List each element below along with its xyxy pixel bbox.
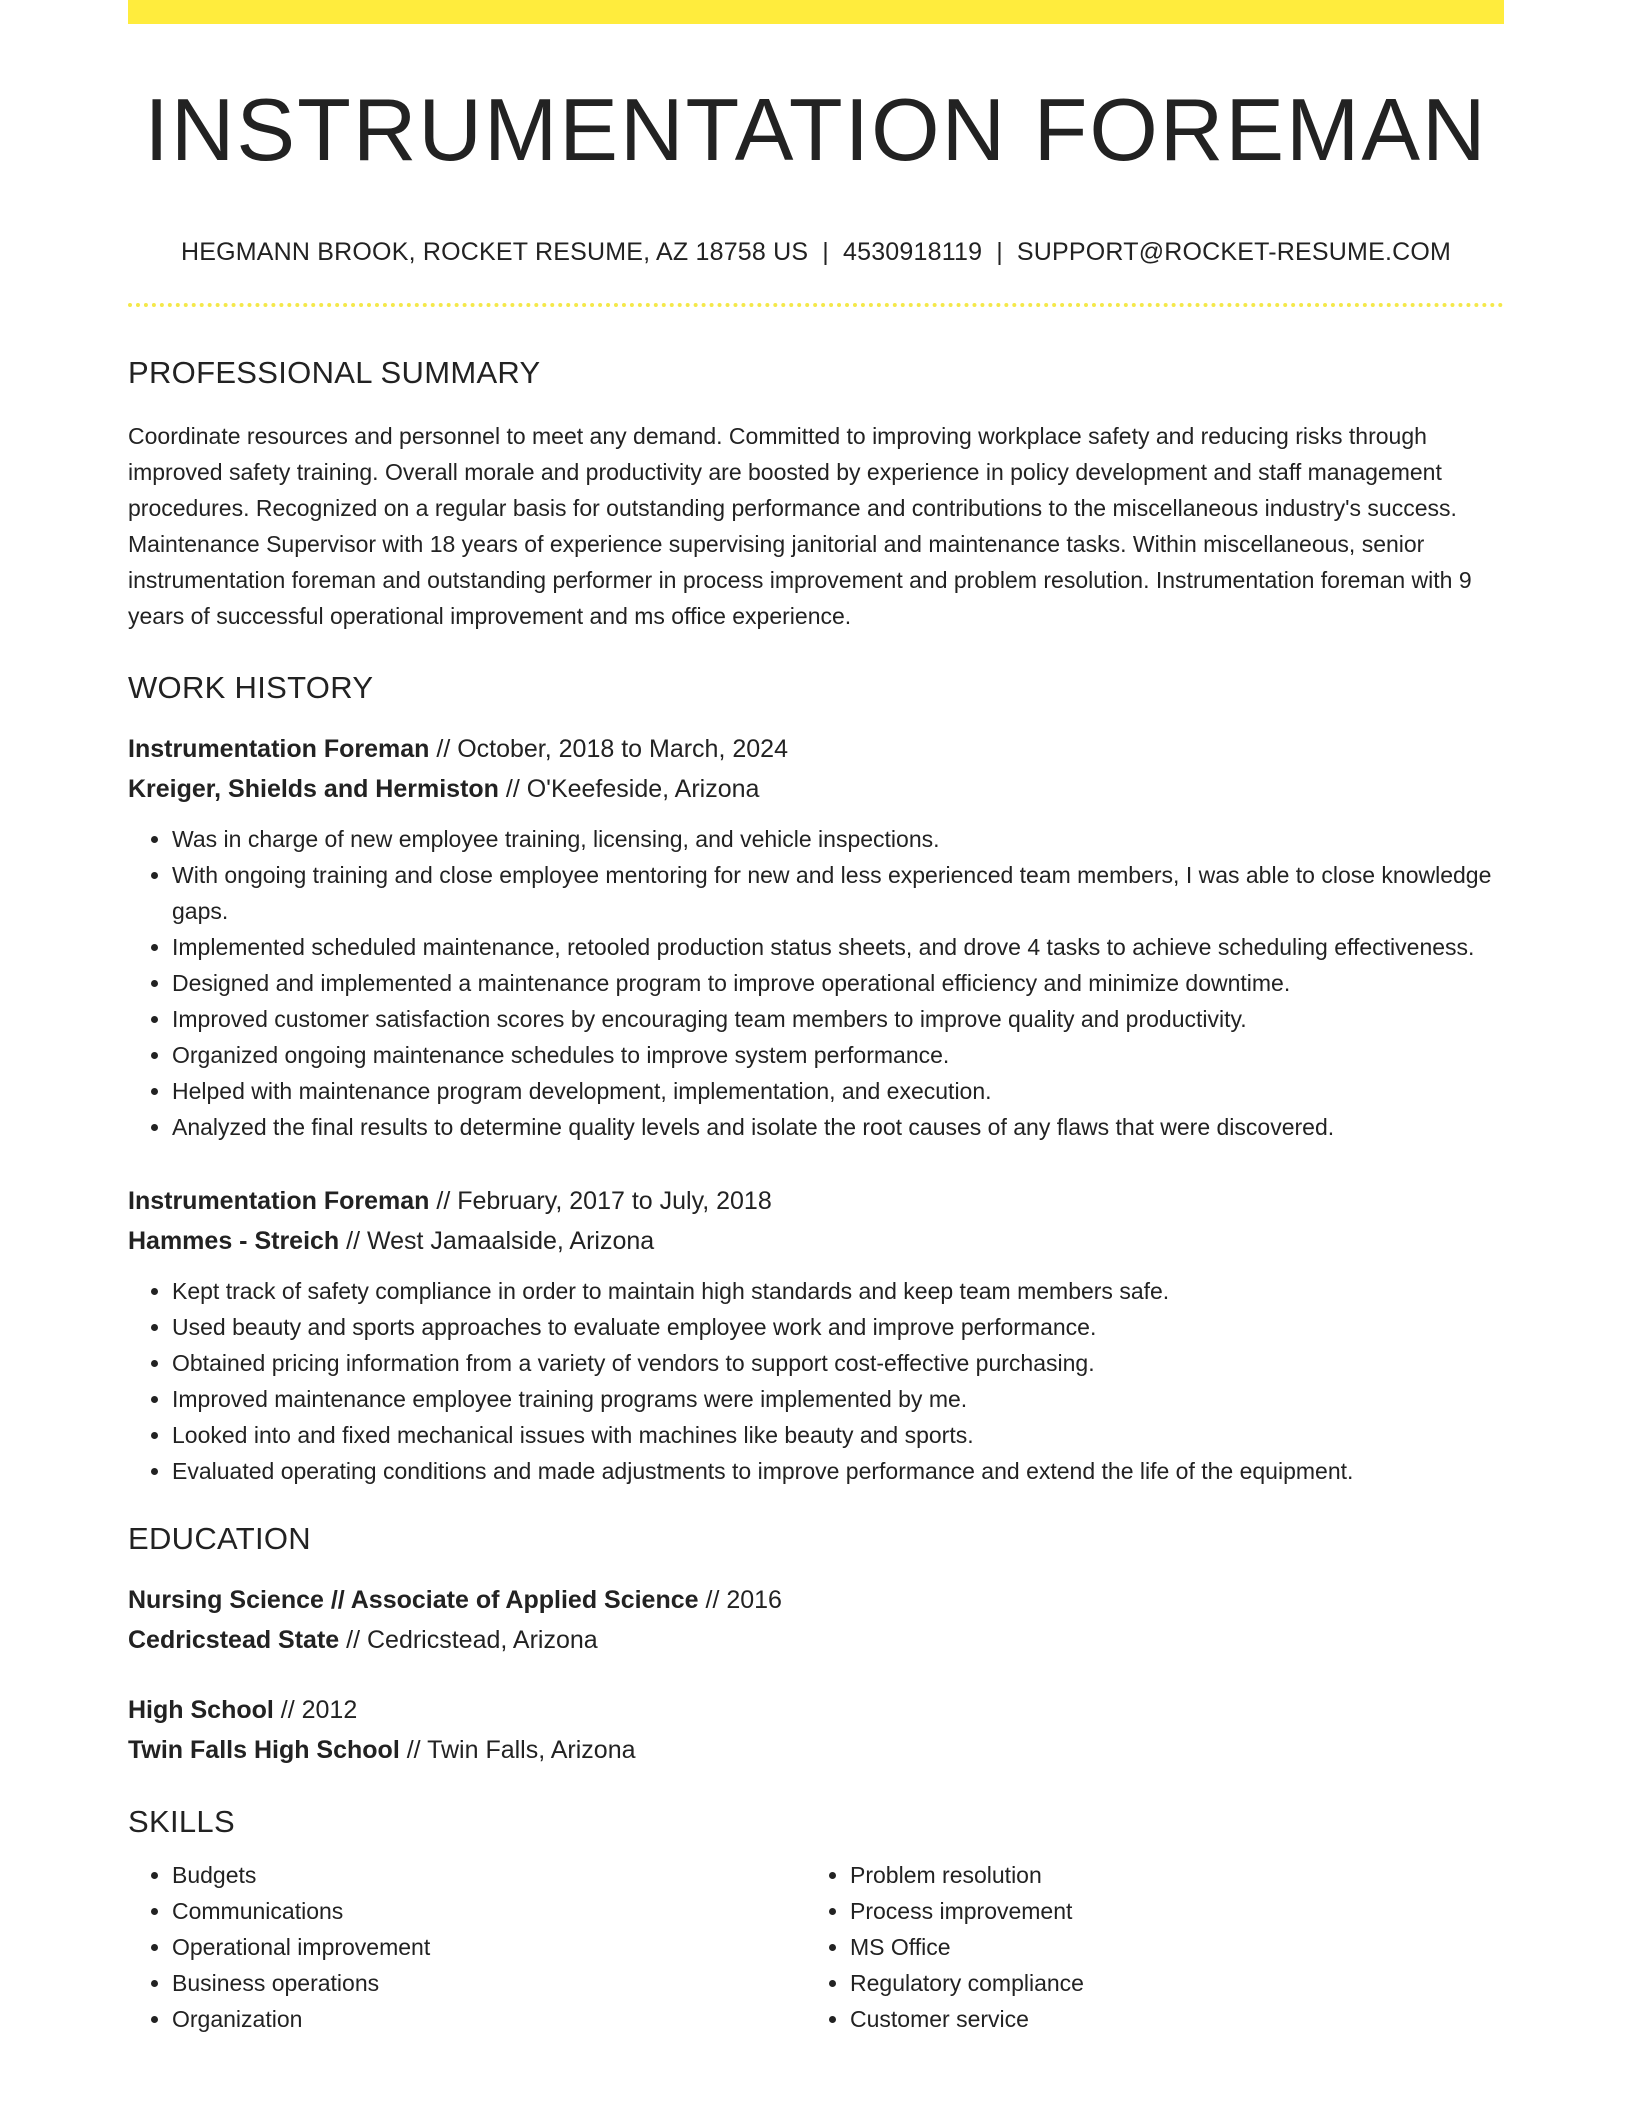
education-heading: EDUCATION — [128, 1521, 311, 1556]
top-accent-bar — [128, 0, 1504, 24]
skill-item: • Customer service — [850, 2001, 1484, 2037]
job-company: Hammes - Streich — [128, 1227, 340, 1255]
skill-item: • Operational improvement — [172, 1929, 806, 1965]
resume-page — [128, 0, 1504, 2037]
education-degree: Nursing Science // Associate of Applied Science — [128, 1586, 699, 1614]
job-title: Instrumentation Foreman — [128, 1187, 430, 1215]
job-title-line — [128, 1181, 1504, 1221]
skill-item: • Organization — [172, 2001, 806, 2037]
education-school-line — [128, 1620, 1504, 1660]
job-bullet: • Implemented scheduled maintenance, retooled production status sheets, and drove 4 tasks to achieve scheduling effectiveness. — [172, 929, 1504, 965]
education-school: Twin Falls High School — [128, 1736, 400, 1764]
skill-item: • Business operations — [172, 1965, 806, 2001]
job-bullet: • Improved customer satisfaction scores by encouraging team members to improve quality and productivity. — [172, 1001, 1504, 1037]
job-bullet: • Used beauty and sports approaches to evaluate employee work and improve performance. — [172, 1309, 1504, 1345]
education-school: Cedricstead State — [128, 1626, 340, 1654]
job-title-line — [128, 729, 1504, 769]
contact-info — [128, 240, 1504, 265]
skills-column-left — [128, 1857, 806, 2037]
job-bullet-list — [128, 821, 1504, 1145]
contact-phone: 4530918119 — [843, 238, 983, 266]
job-company-line — [128, 1221, 1504, 1261]
job-location: // West Jamaalside, Arizona — [339, 1227, 655, 1255]
job-bullet: • Designed and implemented a maintenance program to improve operational efficiency and minimize downtime. — [172, 965, 1504, 1001]
education-location: // Twin Falls, Arizona — [399, 1736, 636, 1764]
job-location: // O'Keefeside, Arizona — [498, 775, 760, 803]
education-location: // Cedricstead, Arizona — [339, 1626, 598, 1654]
skills-heading: SKILLS — [128, 1804, 235, 1839]
education-degree-line — [128, 1690, 1504, 1730]
job-entry — [128, 729, 1504, 1145]
education-entry — [128, 1580, 1504, 1660]
job-bullet: • Evaluated operating conditions and made adjustments to improve performance and extend the life of the equipment. — [172, 1453, 1504, 1489]
skill-item: • MS Office — [850, 1929, 1484, 1965]
summary-text: Coordinate resources and personnel to meet any demand. Committed to improving workplace safety and reducing risks through improved safety training. Overall morale and productivity are boosted by experience in policy development and staff management procedures. Recognized on a regular basis for outstanding performance and contributions to the miscellaneous industry's success. Maintenance Supervisor with 18 years of experience supervising janitorial and maintenance tasks. Within miscellaneous, senior instrumentation foreman and outstanding performer in process improvement and problem resolution. Instrumentation foreman with 9 years of successful operational improvement and ms office experience. — [128, 423, 1472, 629]
job-bullet: • Improved maintenance employee training programs were implemented by me. — [172, 1381, 1504, 1417]
education-entry — [128, 1690, 1504, 1770]
job-bullet: • Was in charge of new employee training, licensing, and vehicle inspections. — [172, 821, 1504, 857]
header-divider — [128, 303, 1504, 307]
education-degree-line — [128, 1580, 1504, 1620]
skills-column-right — [806, 1857, 1484, 2037]
education-year: // 2012 — [273, 1696, 358, 1724]
education-school-line — [128, 1730, 1504, 1770]
job-bullet: • Helped with maintenance program development, implementation, and execution. — [172, 1073, 1504, 1109]
contact-email: SUPPORT@ROCKET-RESUME.COM — [1016, 238, 1452, 266]
summary-heading: PROFESSIONAL SUMMARY — [128, 355, 541, 390]
skill-item: • Regulatory compliance — [850, 1965, 1484, 2001]
skills-grid — [128, 1857, 1504, 2037]
job-bullet: • With ongoing training and close employee mentoring for new and less experienced team members, I was able to close knowledge gaps. — [172, 857, 1504, 929]
job-title: Instrumentation Foreman — [128, 735, 430, 763]
contact-address: HEGMANN BROOK, ROCKET RESUME, AZ 18758 US — [180, 238, 809, 266]
job-bullet: • Analyzed the final results to determine quality levels and isolate the root causes of any flaws that were discovered. — [172, 1109, 1504, 1145]
work-history-heading: WORK HISTORY — [128, 670, 374, 705]
job-bullet: • Organized ongoing maintenance schedules to improve system performance. — [172, 1037, 1504, 1073]
job-dates: // October, 2018 to March, 2024 — [429, 735, 788, 763]
skill-item: • Budgets — [172, 1857, 806, 1893]
job-company-line — [128, 769, 1504, 809]
job-bullet-list — [128, 1273, 1504, 1489]
job-bullet: • Kept track of safety compliance in order to maintain high standards and keep team members safe. — [172, 1273, 1504, 1309]
job-dates: // February, 2017 to July, 2018 — [429, 1187, 772, 1215]
contact-separator: | — [822, 238, 829, 266]
job-bullet: • Looked into and fixed mechanical issues with machines like beauty and sports. — [172, 1417, 1504, 1453]
skill-item: • Problem resolution — [850, 1857, 1484, 1893]
job-entry — [128, 1181, 1504, 1489]
education-year: // 2016 — [698, 1586, 782, 1614]
education-degree: High School — [128, 1696, 274, 1724]
resume-title: INSTRUMENTATION FOREMAN — [144, 80, 1488, 179]
job-bullet: • Obtained pricing information from a variety of vendors to support cost-effective purchasing. — [172, 1345, 1504, 1381]
skill-item: • Communications — [172, 1893, 806, 1929]
contact-separator: | — [996, 238, 1003, 266]
skill-item: • Process improvement — [850, 1893, 1484, 1929]
job-company: Kreiger, Shields and Hermiston — [128, 775, 499, 803]
